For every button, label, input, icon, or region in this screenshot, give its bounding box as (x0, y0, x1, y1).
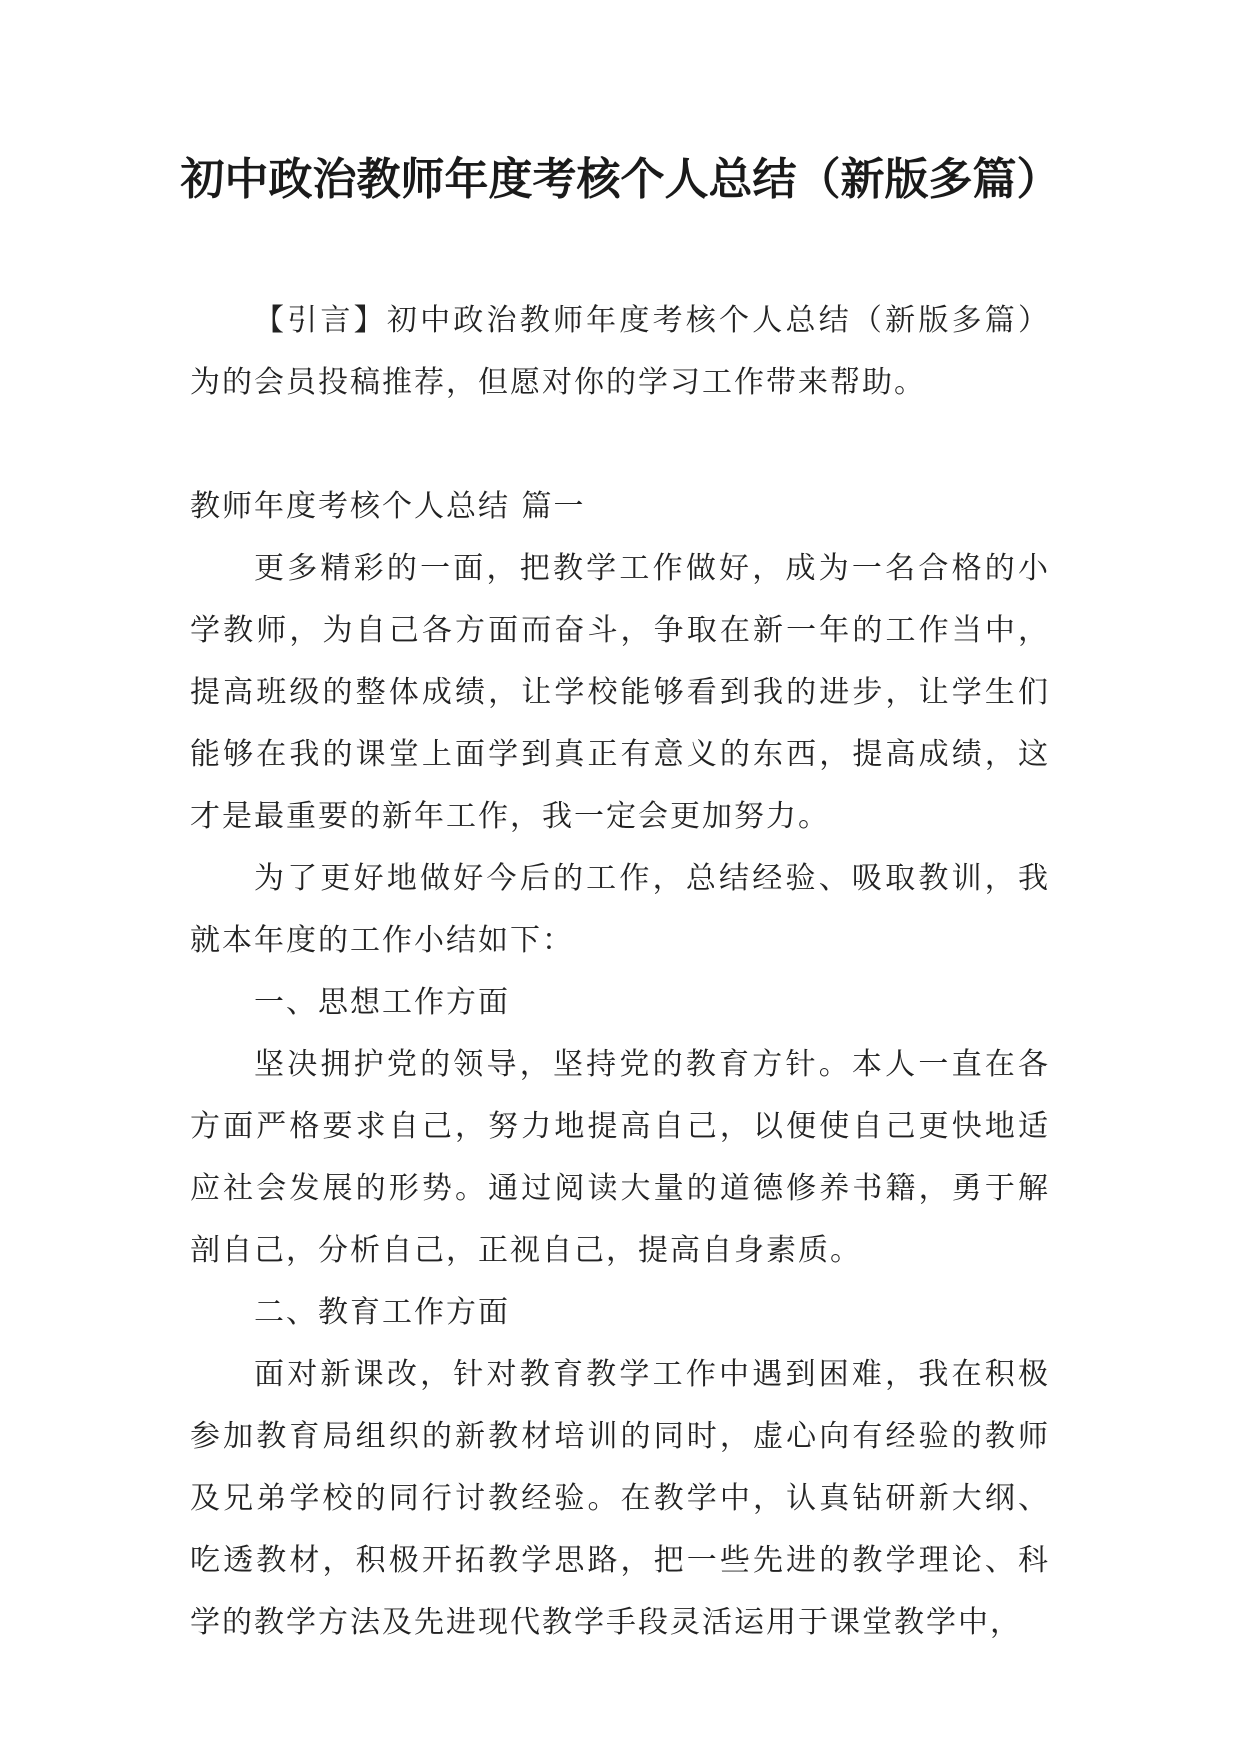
paragraph: 坚决拥护党的领导，坚持党的教育方针。本人一直在各方面严格要求自己，努力地提高自己，以便使自己更快地适应社会发展的形势。通过阅读大量的道德修养书籍，勇于解剖自己，分析自己，正视自己，提高自身素质。 (190, 1047, 1050, 1268)
paragraph: 为了更好地做好今后的工作，总结经验、吸取教训，我就本年度的工作小结如下： (190, 861, 1050, 958)
subheading-education-work: 二、教育工作方面 (254, 1295, 510, 1330)
section-heading: 教师年度考核个人总结 篇一 (190, 489, 586, 524)
paragraph: 更多精彩的一面，把教学工作做好，成为一名合格的小学教师，为自己各方面而奋斗，争取在新一年的工作当中，提高班级的整体成绩，让学校能够看到我的进步，让学生们能够在我的课堂上面学到真正有意义的东西，提高成绩，这才是最重要的新年工作，我一定会更加努力。 (190, 551, 1050, 834)
document-body (190, 290, 1050, 1654)
subheading-thought-work: 一、思想工作方面 (254, 985, 510, 1020)
intro-paragraph: 【引言】初中政治教师年度考核个人总结（新版多篇）为的会员投稿推荐，但愿对你的学习工作带来帮助。 (190, 303, 1050, 400)
paragraph: 面对新课改，针对教育教学工作中遇到困难，我在积极参加教育局组织的新教材培训的同时，虚心向有经验的教师及兄弟学校的同行讨教经验。在教学中，认真钻研新大纲、吃透教材，积极开拓教学思路，把一些先进的教学理论、科学的教学方法及先进现代教学手段灵活运用于课堂教学中， (190, 1357, 1050, 1640)
document-title: 初中政治教师年度考核个人总结（新版多篇） (180, 154, 1061, 205)
